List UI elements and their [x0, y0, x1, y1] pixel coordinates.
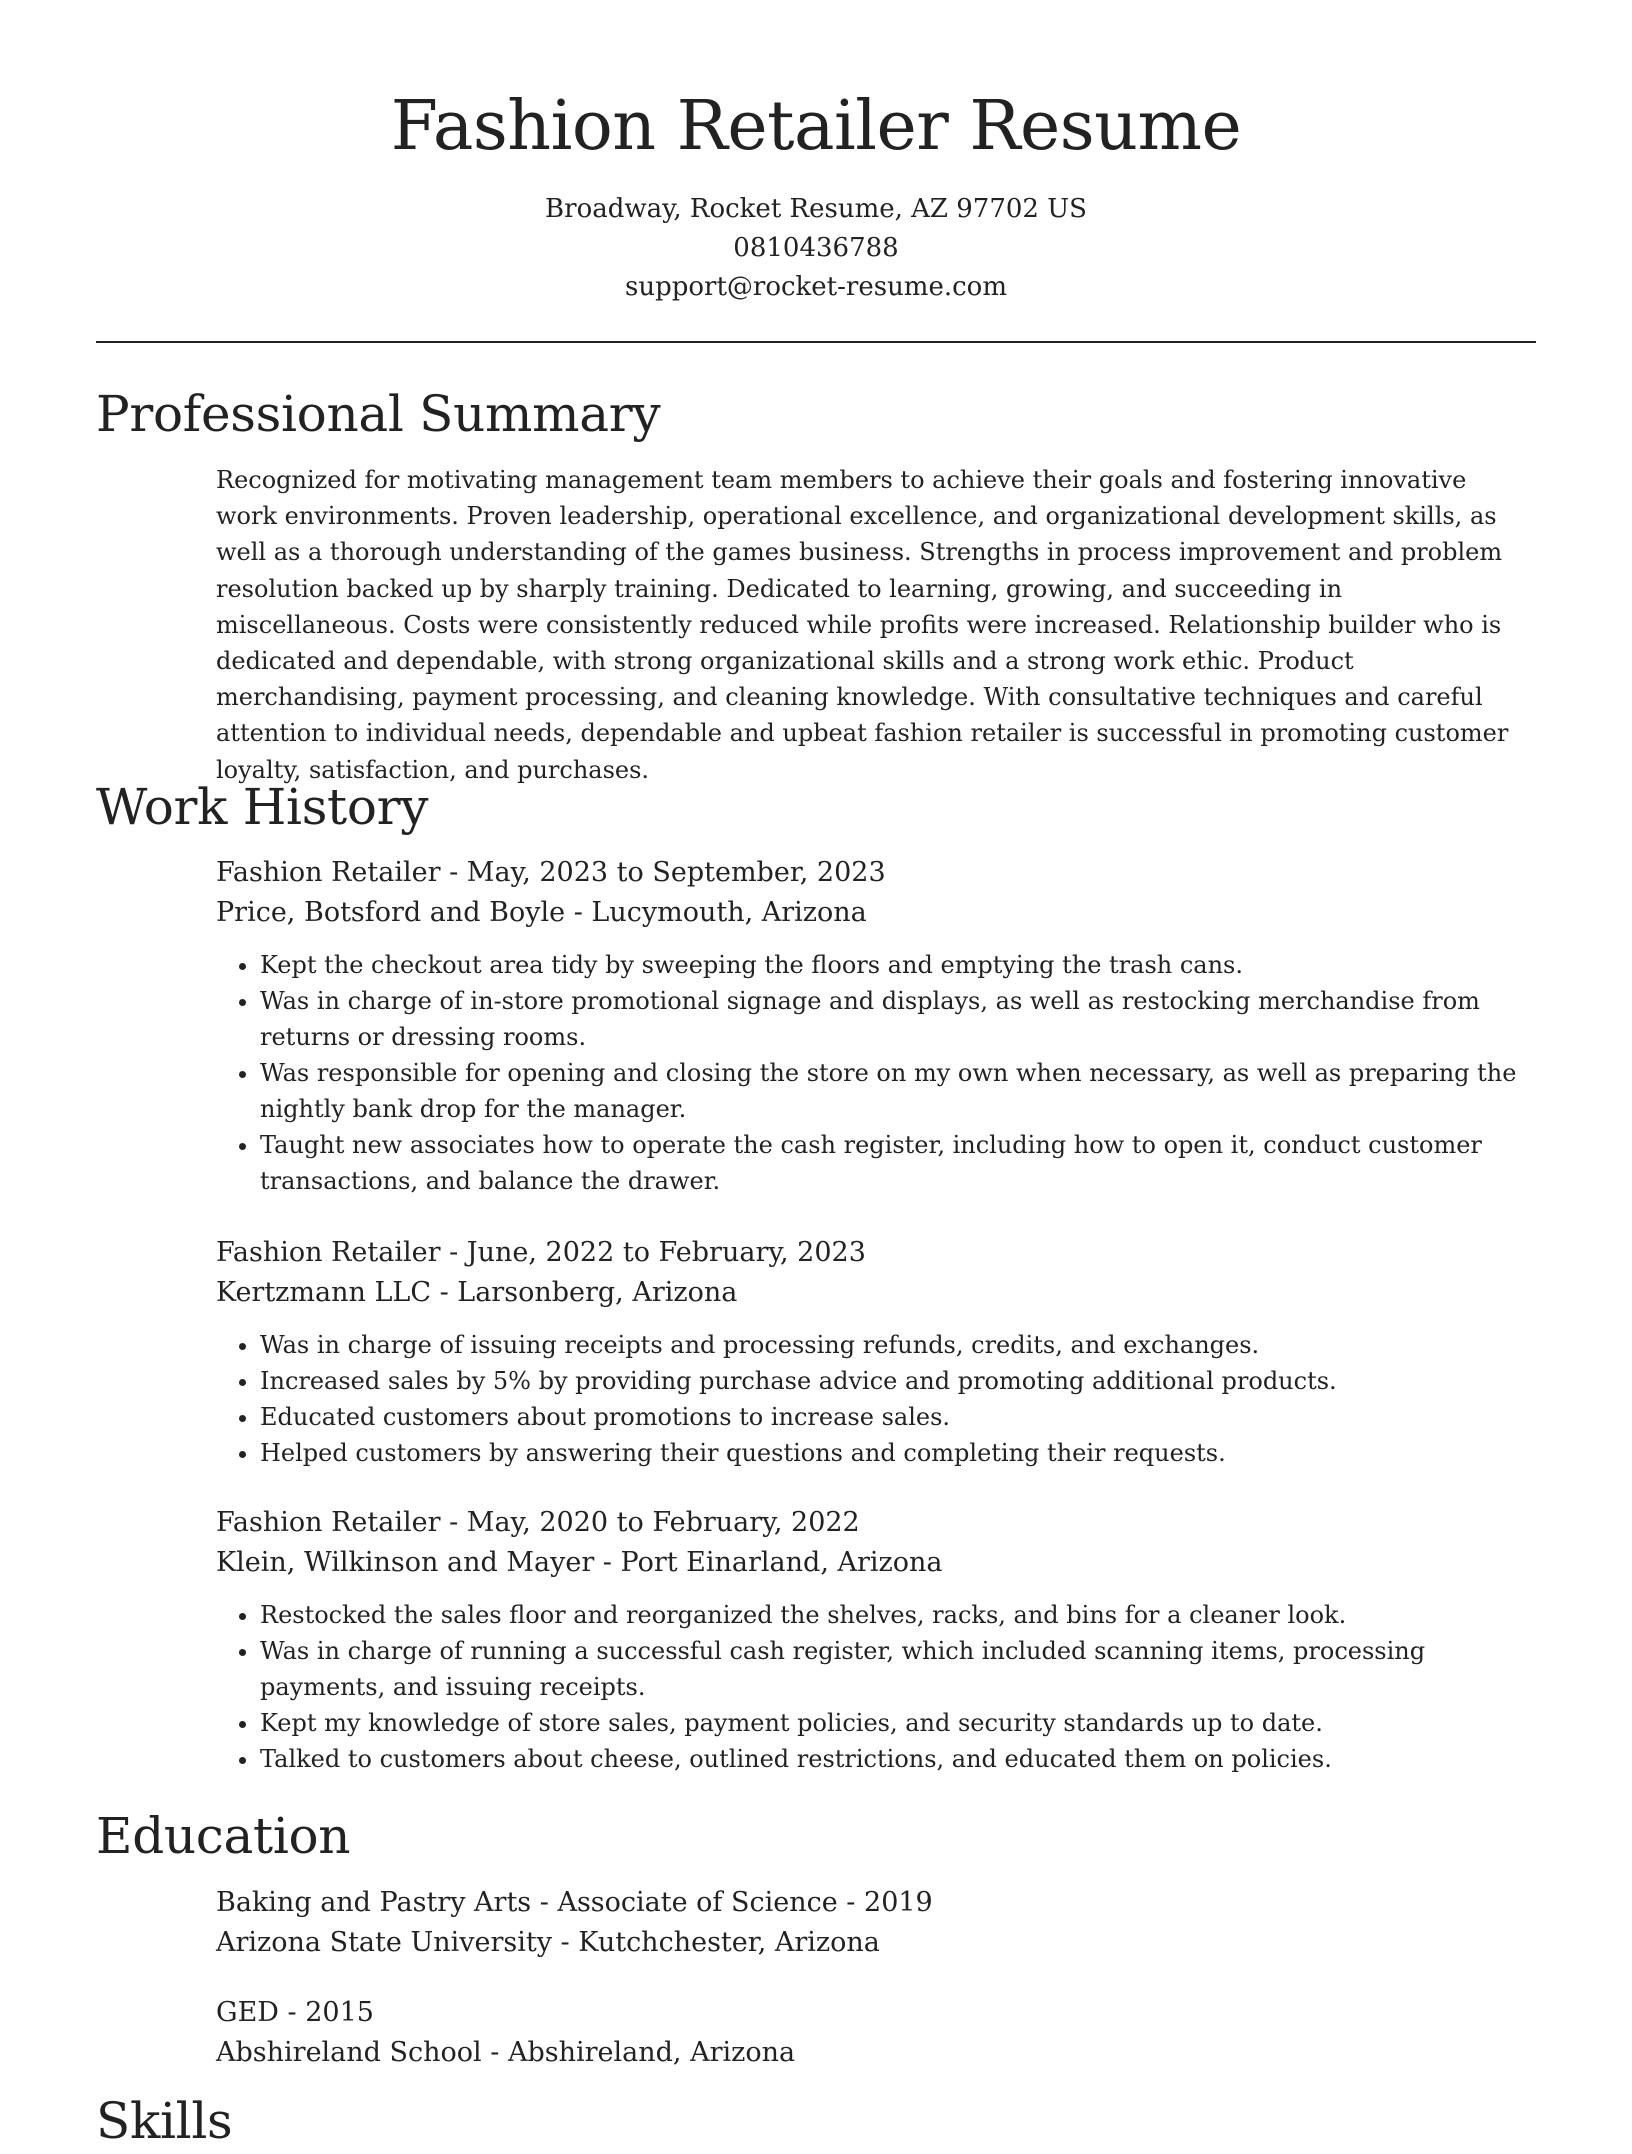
education-entry-1: [216, 1883, 1528, 1963]
summary-text: Recognized for motivating management team members to achieve their goals and fostering innovative work environments. Proven leadership, operational excellence, and organizational development skills, as well as a thorough understanding of the games business. Strengths in process improvement and problem resolution backed up by sharply training. Dedicated to learning, growing, and succeeding in miscellaneous. Costs were consistently reduced while profits were increased. Relationship builder who is dedicated and dependable, with strong organizational skills and a strong work ethic. Product merchandising, payment processing, and cleaning knowledge. With consultative techniques and careful attention to individual needs, dependable and upbeat fashion retailer is successful in promoting customer loyalty, satisfaction, and purchases.: [216, 466, 1509, 784]
job-entry-3: [216, 1503, 1528, 1777]
job-bullets: [216, 947, 1528, 1199]
job-bullet: • Increased sales by 5% by providing purchase advice and promoting additional products.: [260, 1363, 1528, 1399]
job-bullets: [216, 1327, 1528, 1471]
job-bullet: • Helped customers by answering their questions and completing their requests.: [260, 1435, 1528, 1471]
skills-heading: Skills: [96, 2092, 233, 2150]
school-line: Arizona State University - Kutchchester, Arizona: [216, 1927, 880, 1958]
job-bullet: • Talked to customers about cheese, outlined restrictions, and educated them on policies.: [260, 1741, 1528, 1777]
resume-title: Fashion Retailer Resume: [390, 87, 1242, 166]
job-bullet: • Kept the checkout area tidy by sweeping the floors and emptying the trash cans.: [260, 947, 1528, 983]
address: Broadway, Rocket Resume, AZ 97702 US: [545, 194, 1087, 224]
job-bullet: • Restocked the sales floor and reorganized the shelves, racks, and bins for a cleaner look.: [260, 1597, 1528, 1633]
job-title-dates: Fashion Retailer - June, 2022 to February, 2023: [216, 1237, 866, 1268]
education-entry-2: [216, 1993, 1528, 2073]
job-company-location: Kertzmann LLC - Larsonberg, Arizona: [216, 1277, 738, 1308]
job-entry-1: [216, 853, 1528, 1199]
job-bullet: • Taught new associates how to operate the cash register, including how to open it, conduct customer transactions, and balance the drawer.: [260, 1127, 1528, 1199]
header-divider: [96, 341, 1536, 343]
phone: 0810436788: [733, 233, 899, 263]
job-company-location: Price, Botsford and Boyle - Lucymouth, Arizona: [216, 897, 867, 928]
job-bullets: [216, 1597, 1528, 1777]
job-bullet: • Kept my knowledge of store sales, payment policies, and security standards up to date.: [260, 1705, 1528, 1741]
work-history-heading: Work History: [96, 778, 429, 836]
job-bullet: • Educated customers about promotions to increase sales.: [260, 1399, 1528, 1435]
email: support@rocket-resume.com: [624, 272, 1007, 302]
job-company-location: Klein, Wilkinson and Mayer - Port Einarland, Arizona: [216, 1547, 943, 1578]
job-entry-2: [216, 1233, 1528, 1471]
job-bullet: • Was in charge of issuing receipts and processing refunds, credits, and exchanges.: [260, 1327, 1528, 1363]
job-bullet: • Was in charge of in-store promotional signage and displays, as well as restocking merchandise from returns or dressing rooms.: [260, 983, 1528, 1055]
job-title-dates: Fashion Retailer - May, 2020 to February, 2022: [216, 1507, 860, 1538]
job-bullet: • Was responsible for opening and closing the store on my own when necessary, as well as preparing the nightly bank drop for the manager.: [260, 1055, 1528, 1127]
school-line: Abshireland School - Abshireland, Arizona: [216, 2037, 796, 2068]
contact-info: [0, 190, 1632, 307]
summary-heading: Professional Summary: [96, 385, 661, 443]
job-title-dates: Fashion Retailer - May, 2023 to September, 2023: [216, 857, 886, 888]
education-heading: Education: [96, 1807, 351, 1865]
degree-line: Baking and Pastry Arts - Associate of Science - 2019: [216, 1887, 933, 1918]
degree-line: GED - 2015: [216, 1997, 374, 2028]
job-bullet: • Was in charge of running a successful cash register, which included scanning items, processing payments, and issuing receipts.: [260, 1633, 1528, 1705]
